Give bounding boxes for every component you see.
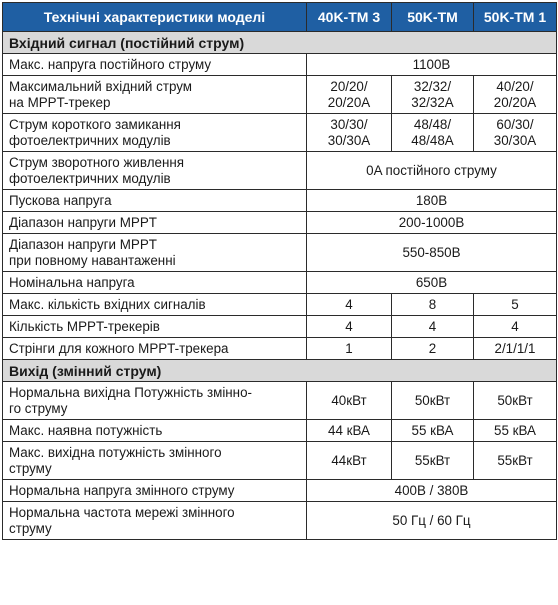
section-header-row xyxy=(3,32,557,54)
parameter-label-line: Струм зворотного живлення xyxy=(9,154,184,170)
model-value-1 xyxy=(307,294,392,316)
value-line: 2/1/1/1 xyxy=(494,340,536,356)
table-header-row xyxy=(3,3,557,32)
model-value-3 xyxy=(474,338,557,360)
parameter-label xyxy=(3,76,307,114)
parameter-label-line: Струм короткого замикання xyxy=(9,116,181,132)
value-line: 55кВт xyxy=(414,452,451,468)
value-line: 30/30A xyxy=(493,132,537,148)
parameter-label-line: струму xyxy=(9,460,52,476)
parameter-label-line: Кількість MPPT-трекерів xyxy=(9,318,160,334)
table-row xyxy=(3,212,557,234)
parameter-label-line: струму xyxy=(9,520,52,536)
value-line: 48/48A xyxy=(411,132,454,148)
model-value-1 xyxy=(307,76,392,114)
shared-value: 550-850В xyxy=(307,234,557,272)
parameter-label-line: го струму xyxy=(9,400,68,416)
table-row xyxy=(3,76,557,114)
parameter-label-line: Пускова напруга xyxy=(9,192,112,208)
parameter-label xyxy=(3,54,307,76)
model-value-1 xyxy=(307,382,392,420)
parameter-label-line: Нормальна напруга змінного струму xyxy=(9,482,235,498)
parameter-label xyxy=(3,152,307,190)
shared-value: 400В / 380В xyxy=(307,480,557,502)
value-line: 50кВт xyxy=(414,392,451,408)
value-line: 30/30/ xyxy=(330,116,368,132)
model-value-1 xyxy=(307,114,392,152)
parameter-label-line: Нормальна вихідна Потужність змінно- xyxy=(9,384,252,400)
table-row xyxy=(3,272,557,294)
parameter-label-line: Нормальна частота мережі змінного xyxy=(9,504,235,520)
table-row xyxy=(3,54,557,76)
value-line: 55 кВА xyxy=(494,422,536,438)
parameter-label-line: Макс. напруга постійного струму xyxy=(9,56,212,72)
parameter-label xyxy=(3,294,307,316)
model-value-2 xyxy=(392,442,474,480)
section-title: Вхідний сигнал (постійний струм) xyxy=(3,32,557,54)
value-line: 55кВт xyxy=(497,452,533,468)
value-line: 1 xyxy=(345,340,353,356)
model-value-2 xyxy=(392,382,474,420)
parameter-label-line: Діапазон напруги MPPT xyxy=(9,214,157,230)
value-line: 4 xyxy=(428,318,437,334)
parameter-label xyxy=(3,316,307,338)
table-row xyxy=(3,338,557,360)
value-line: 20/20A xyxy=(327,94,371,110)
shared-value: 650В xyxy=(307,272,557,294)
table-row xyxy=(3,190,557,212)
table-row xyxy=(3,234,557,272)
section-title: Вихід (змінний струм) xyxy=(3,360,557,382)
table-row xyxy=(3,152,557,190)
parameter-label-line: Діапазон напруги MPPT xyxy=(9,236,157,252)
value-line: 48/48/ xyxy=(413,116,452,132)
model-value-2 xyxy=(392,76,474,114)
parameter-label-line: Макс. вихідна потужність змінного xyxy=(9,444,222,460)
model-value-3 xyxy=(474,114,557,152)
model-value-3 xyxy=(474,76,557,114)
parameter-label xyxy=(3,382,307,420)
model-value-3 xyxy=(474,420,557,442)
value-line: 4 xyxy=(345,318,353,334)
model-value-3 xyxy=(474,316,557,338)
parameter-label xyxy=(3,442,307,480)
parameter-label-line: Стрінги для кожного MPPT-трекера xyxy=(9,340,229,356)
model-value-2 xyxy=(392,316,474,338)
table-row xyxy=(3,480,557,502)
shared-value: 180В xyxy=(307,190,557,212)
table-title: Технічні характеристики моделі xyxy=(3,3,307,32)
model-header-2: 50K-TM xyxy=(392,3,474,32)
value-line: 2 xyxy=(428,340,437,356)
model-value-2 xyxy=(392,114,474,152)
value-line: 60/30/ xyxy=(496,116,534,132)
table-row xyxy=(3,382,557,420)
value-line: 44кВт xyxy=(331,452,367,468)
parameter-label xyxy=(3,272,307,294)
table-row xyxy=(3,442,557,480)
value-line: 44 кВА xyxy=(328,422,370,438)
shared-value: 200-1000В xyxy=(307,212,557,234)
model-value-1 xyxy=(307,316,392,338)
value-line: 50кВт xyxy=(497,392,533,408)
model-value-1 xyxy=(307,338,392,360)
parameter-label xyxy=(3,338,307,360)
spec-table xyxy=(2,2,557,540)
parameter-label xyxy=(3,234,307,272)
model-value-1 xyxy=(307,442,392,480)
shared-value: 50 Гц / 60 Гц xyxy=(307,502,557,540)
value-line: 40/20/ xyxy=(496,78,534,94)
model-header-1: 40K-TM 3 xyxy=(307,3,392,32)
parameter-label xyxy=(3,480,307,502)
model-value-2 xyxy=(392,420,474,442)
parameter-label xyxy=(3,502,307,540)
model-value-3 xyxy=(474,442,557,480)
value-line: 40кВт xyxy=(331,392,367,408)
model-value-1 xyxy=(307,420,392,442)
value-line: 20/20/ xyxy=(330,78,368,94)
parameter-label-line: фотоелектричних модулів xyxy=(9,170,171,186)
value-line: 30/30A xyxy=(327,132,371,148)
parameter-label-line: фотоелектричних модулів xyxy=(9,132,171,148)
parameter-label xyxy=(3,114,307,152)
table-row xyxy=(3,316,557,338)
table-body xyxy=(3,32,557,540)
model-value-3 xyxy=(474,382,557,420)
section-header-row xyxy=(3,360,557,382)
table-row xyxy=(3,420,557,442)
value-line: 5 xyxy=(511,296,519,312)
parameter-label-line: при повному навантаженні xyxy=(9,252,176,268)
parameter-label-line: Макс. наявна потужність xyxy=(9,422,163,438)
parameter-label-line: Номінальна напруга xyxy=(9,274,135,290)
value-line: 55 кВА xyxy=(411,422,454,438)
model-header-3: 50K-TM 1 xyxy=(474,3,557,32)
value-line: 4 xyxy=(345,296,353,312)
parameter-label xyxy=(3,420,307,442)
table-row xyxy=(3,502,557,540)
parameter-label-line: Макс. кількість вхідних сигналів xyxy=(9,296,206,312)
model-value-3 xyxy=(474,294,557,316)
parameter-label-line: на MPPT-трекер xyxy=(9,94,111,110)
value-line: 8 xyxy=(428,296,437,312)
parameter-label-line: Максимальний вхідний струм xyxy=(9,78,193,94)
shared-value: 0A постійного струму xyxy=(307,152,557,190)
shared-value: 1100В xyxy=(307,54,557,76)
model-value-2 xyxy=(392,338,474,360)
value-line: 32/32A xyxy=(411,94,454,110)
value-line: 32/32/ xyxy=(413,78,452,94)
parameter-label xyxy=(3,190,307,212)
table-row xyxy=(3,294,557,316)
value-line: 20/20A xyxy=(493,94,537,110)
table-row xyxy=(3,114,557,152)
parameter-label xyxy=(3,212,307,234)
value-line: 4 xyxy=(511,318,519,334)
model-value-2 xyxy=(392,294,474,316)
